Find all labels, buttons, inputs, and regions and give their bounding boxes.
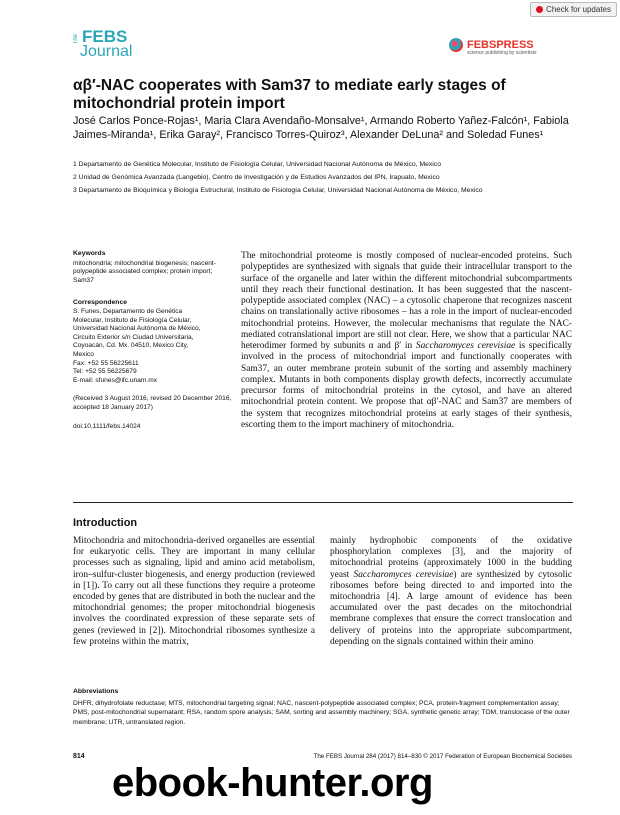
article-sidebar (73, 250, 233, 431)
correspondence-line: Universidad Nacional Autónoma de México, (73, 325, 201, 333)
journal-logo-the: The (73, 34, 79, 45)
febs-press-tagline: science publishing by scientists (467, 50, 537, 56)
febs-press-icon (449, 38, 463, 52)
correspondence-line: Molecular, Instituto de Fisiología Celular, (73, 316, 192, 324)
page-number: 814 (73, 753, 85, 760)
affiliation-3: 3 Departamento de Bioquímica y Biología Estructural, Instituto de Fisiología Celular, Universidad Nacional Autónoma de México, Mexico (73, 187, 483, 194)
abbreviations-heading: Abbreviations (73, 688, 119, 695)
abstract-part-2: is specifically involved in the process of mitochondrial import and functionally cooperates with Sam37, an outer membrane protein subunit of the sorting and assembly machinery complex. Mutants in both components display growth defects, incorrectly accumulate precursor forms of mitochondrial proteins in the cytosol, and have an altered mitochondrial protein content. We propose that αβ′-NAC and Sam37 are members of the system that recognizes mitochondrial proteins at early stages of their synthesis, escorting them to the import machinery of mitochondria. (241, 341, 572, 430)
section-divider (73, 502, 573, 503)
correspondence-line: Mexico (73, 350, 94, 358)
correspondence-block (73, 308, 233, 385)
watermark: ebook-hunter.org (112, 761, 433, 805)
journal-logo (73, 28, 137, 62)
introduction-column-1: Mitochondria and mitochondria-derived organelles are essential for eukaryotic cells. They are important in many cellular processes such as signaling, lipid and amino acid metabolism, iron–sulfur-cluster biogenesis, and energy production (reviewed in [1]). To carry out all these functions they require a proteome encoded by genes that are distributed in both the nuclear and the mitochondrial genomes; the proper mitochondrial biogenesis involves the coordinated expression of these separate sets of genes (reviewed in [2]). Mitochondrial ribosomes synthesize a few proteins within the matrix, (73, 536, 315, 647)
article-authors: José Carlos Ponce-Rojas¹, Maria Clara Avendaño-Monsalve¹, Armando Roberto Yañez-Falcón¹, Fabiola Jaimes-Miranda¹, Erika Garay², Francisco Torres-Quiroz³, Alexander DeLuna² and Soledad Funes¹ (73, 115, 569, 141)
correspondence-heading: Correspondence (73, 299, 128, 307)
article-title: αβ′-NAC cooperates with Sam37 to mediate early stages of mitochondrial protein import (73, 77, 506, 112)
check-for-updates-label: Check for updates (546, 5, 611, 14)
correspondence-fax: Fax: +52 55 56225611 (73, 359, 139, 367)
correspondence-line: Coyoacán, Cd. Mx. 04510, Mexico City, (73, 342, 189, 350)
abstract-species: Saccharomyces cerevisiae (415, 341, 516, 351)
introduction-col2-part-1: mainly hydrophobic components of the oxidative phosphorylation complexes [3], and the majority of mitochondrial proteins (approximately 1000 in the budding yeast (330, 536, 572, 580)
journal-citation: The FEBS Journal 284 (2017) 814–830 © 2017 Federation of European Biochemical Societies (313, 753, 572, 760)
doi-link[interactable]: doi:10.1111/febs.14024 (73, 422, 141, 430)
correspondence-email[interactable]: E-mail: sfunes@ifc.unam.mx (73, 376, 158, 384)
check-for-updates-button[interactable] (530, 2, 617, 17)
affiliation-1: 1 Departamento de Genética Molecular, Instituto de Fisiología Celular, Universidad Nacional Autónoma de México, Mexico (73, 161, 441, 168)
keywords-heading: Keywords (73, 250, 106, 257)
abstract-part-1: The mitochondrial proteome is mostly composed of nuclear-encoded proteins. Such polypeptides are synthesized with signals that guide their intracellular transport to the surface of the organelle and later within the different mitochondrial subcompartments until they reach their functional destination. It has been suggested that the nascent-polypeptide associated complex (NAC) – a cytosolic chaperone that recognizes nascent chains on translationally active ribosomes – has a role in the import of nuclear-encoded mitochondrial proteins. However, the molecular mechanisms that regulate the NAC-mediated cotranslational import are still not clear. Here, we show that a particular NAC heterodimer formed by subunits α and β′ in (241, 251, 572, 351)
correspondence-line: Circuito Exterior s/n Ciudad Universitaria, (73, 333, 194, 341)
journal-logo-febs: FEBS (82, 27, 128, 46)
introduction-col2-species: Saccharomyces cerevisiae (353, 569, 454, 580)
abbreviations (73, 687, 573, 727)
abbreviations-text: DHFR, dihydrofolate reductase; MTS, mitochondrial targeting signal; NAC, nascent-polypeptide associated complex; PCA, protein-fragment complementation assay; PMS, post-mitochondrial supernatant; RSA, random spore analysis; SAM, sorting and assembly machinery; SGA, synthetic genetic array; TOM, translocase of the outer membrane; UTR, untranslated region. (73, 699, 570, 726)
abstract (241, 251, 572, 431)
journal-logo-journal: Journal (80, 43, 133, 60)
affiliation-2: 2 Unidad de Genómica Avanzada (Langebio), Centro de Investigación y de Estudios Avanzados del IPN, Irapuato, Mexico (73, 174, 440, 181)
correspondence-line: S. Funes, Departamento de Genética (73, 307, 183, 315)
febs-press-name: FEBSPRESS (467, 39, 534, 51)
correspondence-tel: Tel: +52 55 56225679 (73, 368, 137, 376)
crossmark-icon (536, 6, 543, 13)
introduction-heading: Introduction (73, 517, 138, 529)
introduction-column-2 (330, 536, 572, 648)
received-dates: (Received 3 August 2016, revised 20 December 2016, accepted 18 January 2017) (73, 395, 232, 411)
affiliations (73, 158, 573, 197)
febs-press-logo (449, 38, 537, 56)
introduction-col2-part-2: ) are synthesized by cytosolic ribosomes before being directed to and imported into the mitochondria [4]. A large amount of evidence has been accumulated over the past decades on the mitochondrial membrane complexes that ensure the correct translocation and delivery of proteins into the appropriate subcompartment, depending on the signals contained within their amino (330, 569, 573, 647)
keywords: mitochondria; mitochondrial biogenesis; nascent-polypeptide associated complex; protein import; Sam37 (73, 259, 216, 284)
